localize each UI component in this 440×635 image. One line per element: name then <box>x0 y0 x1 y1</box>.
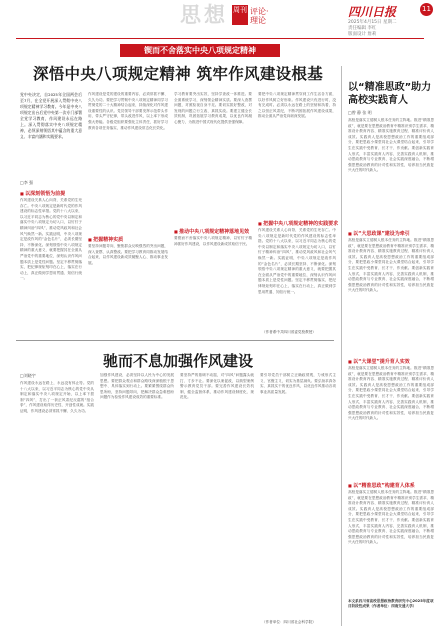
date-line: 2025年4月15日 星期二 <box>348 20 397 25</box>
side-body-4: 高校是落实立德树人根本任务的主阵地。推进“精准思政”，就是要在思想政治教育中精准识别学生需求、精准设计教育内容、精准实施教育过程、精准评价育人成效。实践育人是高校思想政治工作的重要组成部分，要把思政小课堂同社会大课堂结合起来，引导学生在实践中受教育、长才干、作贡献。要创新实践育人形式，丰富实践育人内容，完善实践育人机制，推动思政教育与专业教育、社会实践深度融合，不断增强思想政治教育的针对性和实效性，培养担当民族复兴大任的时代新人。 <box>348 490 434 545</box>
second-col-4: 要引导党员干部树立正确政绩观，力戒形式主义、官僚主义，切实为基层减负。要弘扬求真务实、真抓实干的优良作风，以优良作风推动各项事业高质量发展。 <box>260 373 336 394</box>
main-col-3: 学习教育要突出实效，坚持学查改一体推进。要全面系统学习，深刻领会精神实质。要深入查摆问题，对照检视自身不足。要切实抓好整改，对发现的问题立行立改、真抓实改。要建立健全长效机制，巩固拓展学习教育成果，以优良作风凝心聚力，为推进中国式现代化提供坚强保障。 <box>174 92 252 124</box>
main-col-3b: 要锲而不舍落实中央八项规定精神，以钉钉子精神抓好作风建设，以作风建设新成效取信于民。 <box>174 236 252 246</box>
main-col-2: 作风建设是党的建设的重要内容，必须常抓不懈、久久为功。要把学习贯彻中央八项规定精神同学习贯彻党的二十大精神结合起来，持续深化对作风建设重要性的认识。党员领导干部要发挥示范带头作用，带头严守纪律，带头改进作风，以上率下形成强大势能。各级党组织要强化主体责任，抓好学习教育各项任务落实，推动作风建设常态化长效化。 <box>88 92 168 130</box>
editor-line: 责任编辑 李红 <box>348 26 377 31</box>
side-body-2: 高校是落实立德树人根本任务的主阵地。推进“精准思政”，就是要在思想政治教育中精准识别学生需求、精准设计教育内容、精准实施教育过程、精准评价育人成效。实践育人是高校思想政治工作的重要组成部分，要把思政小课堂同社会大课堂结合起来，引导学生在实践中受教育、长才干、作贡献。要创新实践育人形式，丰富实践育人内容，完善实践育人机制，推动思政教育与专业教育、社会实践深度融合，不断增强思想政治教育的针对性和实效性，培养担当民族复兴大任的时代新人。 <box>348 238 434 293</box>
column-separator <box>341 66 342 626</box>
section-tag: 周刊 <box>232 5 248 25</box>
main-subheading-1: ■ 以深刻领悟为前提 <box>20 190 65 197</box>
side-body-1: 高校是落实立德树人根本任务的主阵地。推进“精准思政”，就是要在思想政治教育中精准识别学生需求、精准设计教育内容、精准实施教育过程、精准评价育人成效。实践育人是高校思想政治工作的重要组成部分，要把思政小课堂同社会大课堂结合起来，引导学生在实践中受教育、长才干、作贡献。要创新实践育人形式，丰富实践育人内容，完善实践育人机制，推动思政教育与专业教育、社会实践深度融合，不断增强思想政治教育的针对性和实效性，培养担当民族复兴大任的时代新人。 <box>348 118 434 173</box>
main-subheading-4: ■ 把握中央八项规定精神的实践要求 <box>258 220 338 227</box>
side-footnote: 本文系四川省高校思想政治教育研究中心2025年度项目阶段性成果（作者单位：西南交通大学） <box>348 599 434 609</box>
main-col-4: 要把中央八项规定精神贯穿到工作生活各方面，以好作风树立好形象。作风建设只有进行时，没有完成时。必须以永远在路上的坚韧和执着，持之以恒正风肃纪，不断巩固拓展作风建设成果，推动全面从严治党向纵深发展。 <box>258 92 336 119</box>
second-headline: 驰而不息加强作风建设 <box>102 352 253 370</box>
newspaper-logo: 四川日报 <box>348 5 397 19</box>
side-headline: 以“精准思政”助力高校实践育人 <box>348 82 432 106</box>
main-author: □李 强 <box>20 180 34 185</box>
side-author: □曾 静 张 明 <box>348 110 372 115</box>
section-subtitle: 评论·理论 <box>250 7 269 25</box>
main-lead: 党中央决定，自2025年全国两会后至7月，在全党开展深入贯彻中央八项规定精神学习教育。今年是中央八项规定出台后党中央第一次专门部署全党学习教育，作风建设永远在路上。深入贯彻落实中央八项规定精神，必须深刻领悟其中蕴含的重大意义、丰富内涵和实践要求。 <box>20 92 82 139</box>
masthead <box>0 0 440 38</box>
side-body-3: 高校是落实立德树人根本任务的主阵地。推进“精准思政”，就是要在思想政治教育中精准识别学生需求、精准设计教育内容、精准实施教育过程、精准评价育人成效。实践育人是高校思想政治工作的重要组成部分，要把思政小课堂同社会大课堂结合起来，引导学生在实践中受教育、长才干、作贡献。要创新实践育人形式，丰富实践育人内容，完善实践育人机制，推动思政教育与专业教育、社会实践深度融合，不断增强思想政治教育的针对性和实效性，培养担当民族复兴大任的时代新人。 <box>348 366 434 421</box>
main-col-4-cont: 作风建设关系人心向背，关系党的生死存亡。中央八项规定是新时代党的作风建设的标志性举措。党的十八大以来，以习近平同志为核心的党中央以制定和落实中央八项规定为切入口，以钉钉子精神纠治“四风”，推动党风政风和社会风气焕然一新。实践证明，中央八项规定是改作风的“金色名片”，必须长期坚持、不断深化。深刻领悟中央八项规定精神的重大意义，就要把握其在全面从严治党中的重要地位，深刻认识作风问题本质上是党性问题。坚定不移贯彻落实，把纪律规矩刻印在心上，落实在行动上，真正做到学思用贯通、知信行统一。 <box>258 228 336 294</box>
main-byline: （作者系中共四川省委党校教授） <box>262 330 316 334</box>
second-col-3: 要坚持严的基调不动摇，对“四风”问题露头就打、寸步不让。要深化以案促改，以典型案例警示教育党员干部。要完善作风建设长效机制，健全监督体系，推动作风建设制度化、规范化。 <box>180 373 254 400</box>
page-number-badge: 11 <box>420 3 433 16</box>
main-headline: 深悟中央八项规定精神 筑牢作风建设根基 <box>32 64 324 83</box>
side-subheading-1: ■ 以“大思政课”建设为牵引 <box>348 230 410 237</box>
side-subheading-3: ■ 以“精准思政”构建育人体系 <box>348 482 415 489</box>
main-col-2b: 要坚持问题导向，聚焦群众反映强烈的突出问题，深入查摆、认真整改。要把学习教育同推动发展结合起来，以作风建设新成效凝聚人心、推动事业发展。 <box>88 244 168 265</box>
side-subheading-2: ■ 以“大课堂”提升育人实效 <box>348 358 410 365</box>
main-subheading-2: ■ 把握精神实质 <box>88 236 123 243</box>
main-col-1: 作风建设关系人心向背，关系党的生死存亡。中央八项规定是新时代党的作风建设的标志性举措。党的十八大以来，以习近平同志为核心的党中央以制定和落实中央八项规定为切入口，以钉钉子精神纠治“四风”，推动党风政风和社会风气焕然一新。实践证明，中央八项规定是改作风的“金色名片”，必须长期坚持、不断深化。深刻领悟中央八项规定精神的重大意义，就要把握其在全面从严治党中的重要地位，深刻认识作风问题本质上是党性问题。坚定不移贯彻落实，把纪律规矩刻印在心上，落实在行动上，真正做到学思用贯通、知信行统一。 <box>20 198 82 281</box>
article-divider <box>16 340 334 341</box>
second-author: □刘晓宇 <box>20 373 36 378</box>
second-col-1: 作风建设永远在路上，永远没有休止符。党的十八大以来，以习近平同志为核心的党中央从制定和落实中央八项规定开始，以上率下狠刹“四风”，打出了一套正风肃纪反腐的“组合拳”，作风建设取得历史性、开创性成就。实践证明，作风建设必须常抓不懈、久久为功。 <box>20 381 94 413</box>
section-title: 思想 <box>180 2 228 27</box>
main-subheading-3: ■ 推动中央八项规定精神落地见效 <box>174 228 249 235</box>
second-col-2: 加强作风建设，必须坚持以人民为中心的发展思想。要把群众观点和群众路线深深植根于思想中、具体落实到行动上。要紧紧围绕群众所思所盼，坚持问题导向，把解决群众急难愁盼问题作为检验作风建设成效的重要标准。 <box>100 373 174 400</box>
second-byline: （作者单位：四川省社会科学院） <box>262 620 316 624</box>
designer-line: 版面设计 詹莉 <box>348 32 377 37</box>
theme-banner: 锲而不舍落实中央八项规定精神 <box>120 44 280 57</box>
masthead-rule <box>16 38 424 39</box>
